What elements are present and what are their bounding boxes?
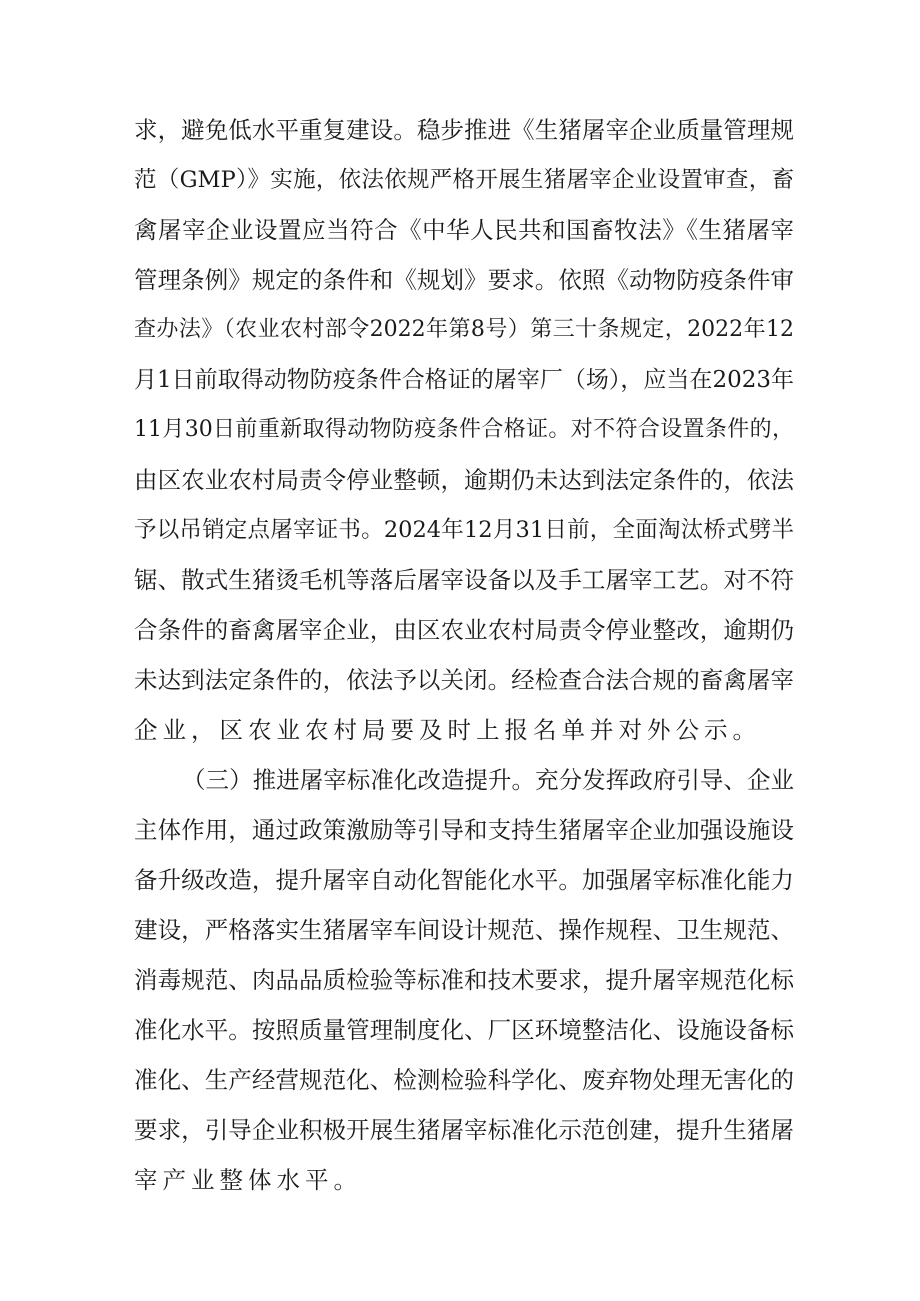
paragraph-line: 宰产业整体水平。 (134, 1166, 362, 1194)
paragraph-line: 企业，区农业农村局要及时上报名单并对外公示。 (134, 716, 761, 744)
paragraph-line: 禽屠宰企业设置应当符合《中华人民共和国畜牧法》《生猪屠宰 (134, 216, 794, 244)
paragraph-line: 准化、生产经营规范化、检测检验科学化、废弃物处理无害化的 (134, 1066, 794, 1094)
paragraph-line: 主体作用，通过政策激励等引导和支持生猪屠宰企业加强设施设 (134, 816, 794, 844)
paragraph-line: 准化水平。按照质量管理制度化、厂区环境整洁化、设施设备标 (134, 1016, 794, 1044)
paragraph-line: 合条件的畜禽屠宰企业，由区农业农村局责令停业整改，逾期仍 (134, 616, 794, 644)
paragraph-line: 由区农业农村局责令停业整顿，逾期仍未达到法定条件的，依法 (134, 466, 794, 494)
paragraph-line: 建设，严格落实生猪屠宰车间设计规范、操作规程、卫生规范、 (134, 916, 794, 944)
paragraph-line: 备升级改造，提升屠宰自动化智能化水平。加强屠宰标准化能力 (134, 866, 794, 894)
paragraph-line: 予以吊销定点屠宰证书。2024年12月31日前，全面淘汰桥式劈半 (134, 517, 794, 543)
section-heading-line: （三）推进屠宰标准化改造提升。充分发挥政府引导、企业 (182, 766, 794, 794)
paragraph-line: 要求，引导企业积极开展生猪屠宰标准化示范创建，提升生猪屠 (134, 1116, 794, 1144)
paragraph-line: 管理条例》规定的条件和《规划》要求。依照《动物防疫条件审 (134, 266, 794, 294)
paragraph-line: 锯、散式生猪烫毛机等落后屠宰设备以及手工屠宰工艺。对不符 (134, 566, 794, 594)
paragraph-line: 求，避免低水平重复建设。稳步推进《生猪屠宰企业质量管理规 (134, 116, 794, 144)
paragraph-line: 11月30日前重新取得动物防疫条件合格证。对不符合设置条件的， (134, 417, 794, 442)
paragraph-line: 未达到法定条件的，依法予以关闭。经检查合法合规的畜禽屠宰 (134, 666, 794, 694)
paragraph-line: 消毒规范、肉品品质检验等标准和技术要求，提升屠宰规范化标 (134, 966, 794, 994)
paragraph-line: 范（GMP）》实施，依法依规严格开展生猪屠宰企业设置审查，畜 (134, 167, 794, 193)
paragraph-line: 查办法》（农业农村部令2022年第8号）第三十条规定，2022年12 (134, 317, 794, 342)
paragraph-line: 月1日前取得动物防疫条件合格证的屠宰厂（场），应当在2023年 (134, 367, 794, 393)
